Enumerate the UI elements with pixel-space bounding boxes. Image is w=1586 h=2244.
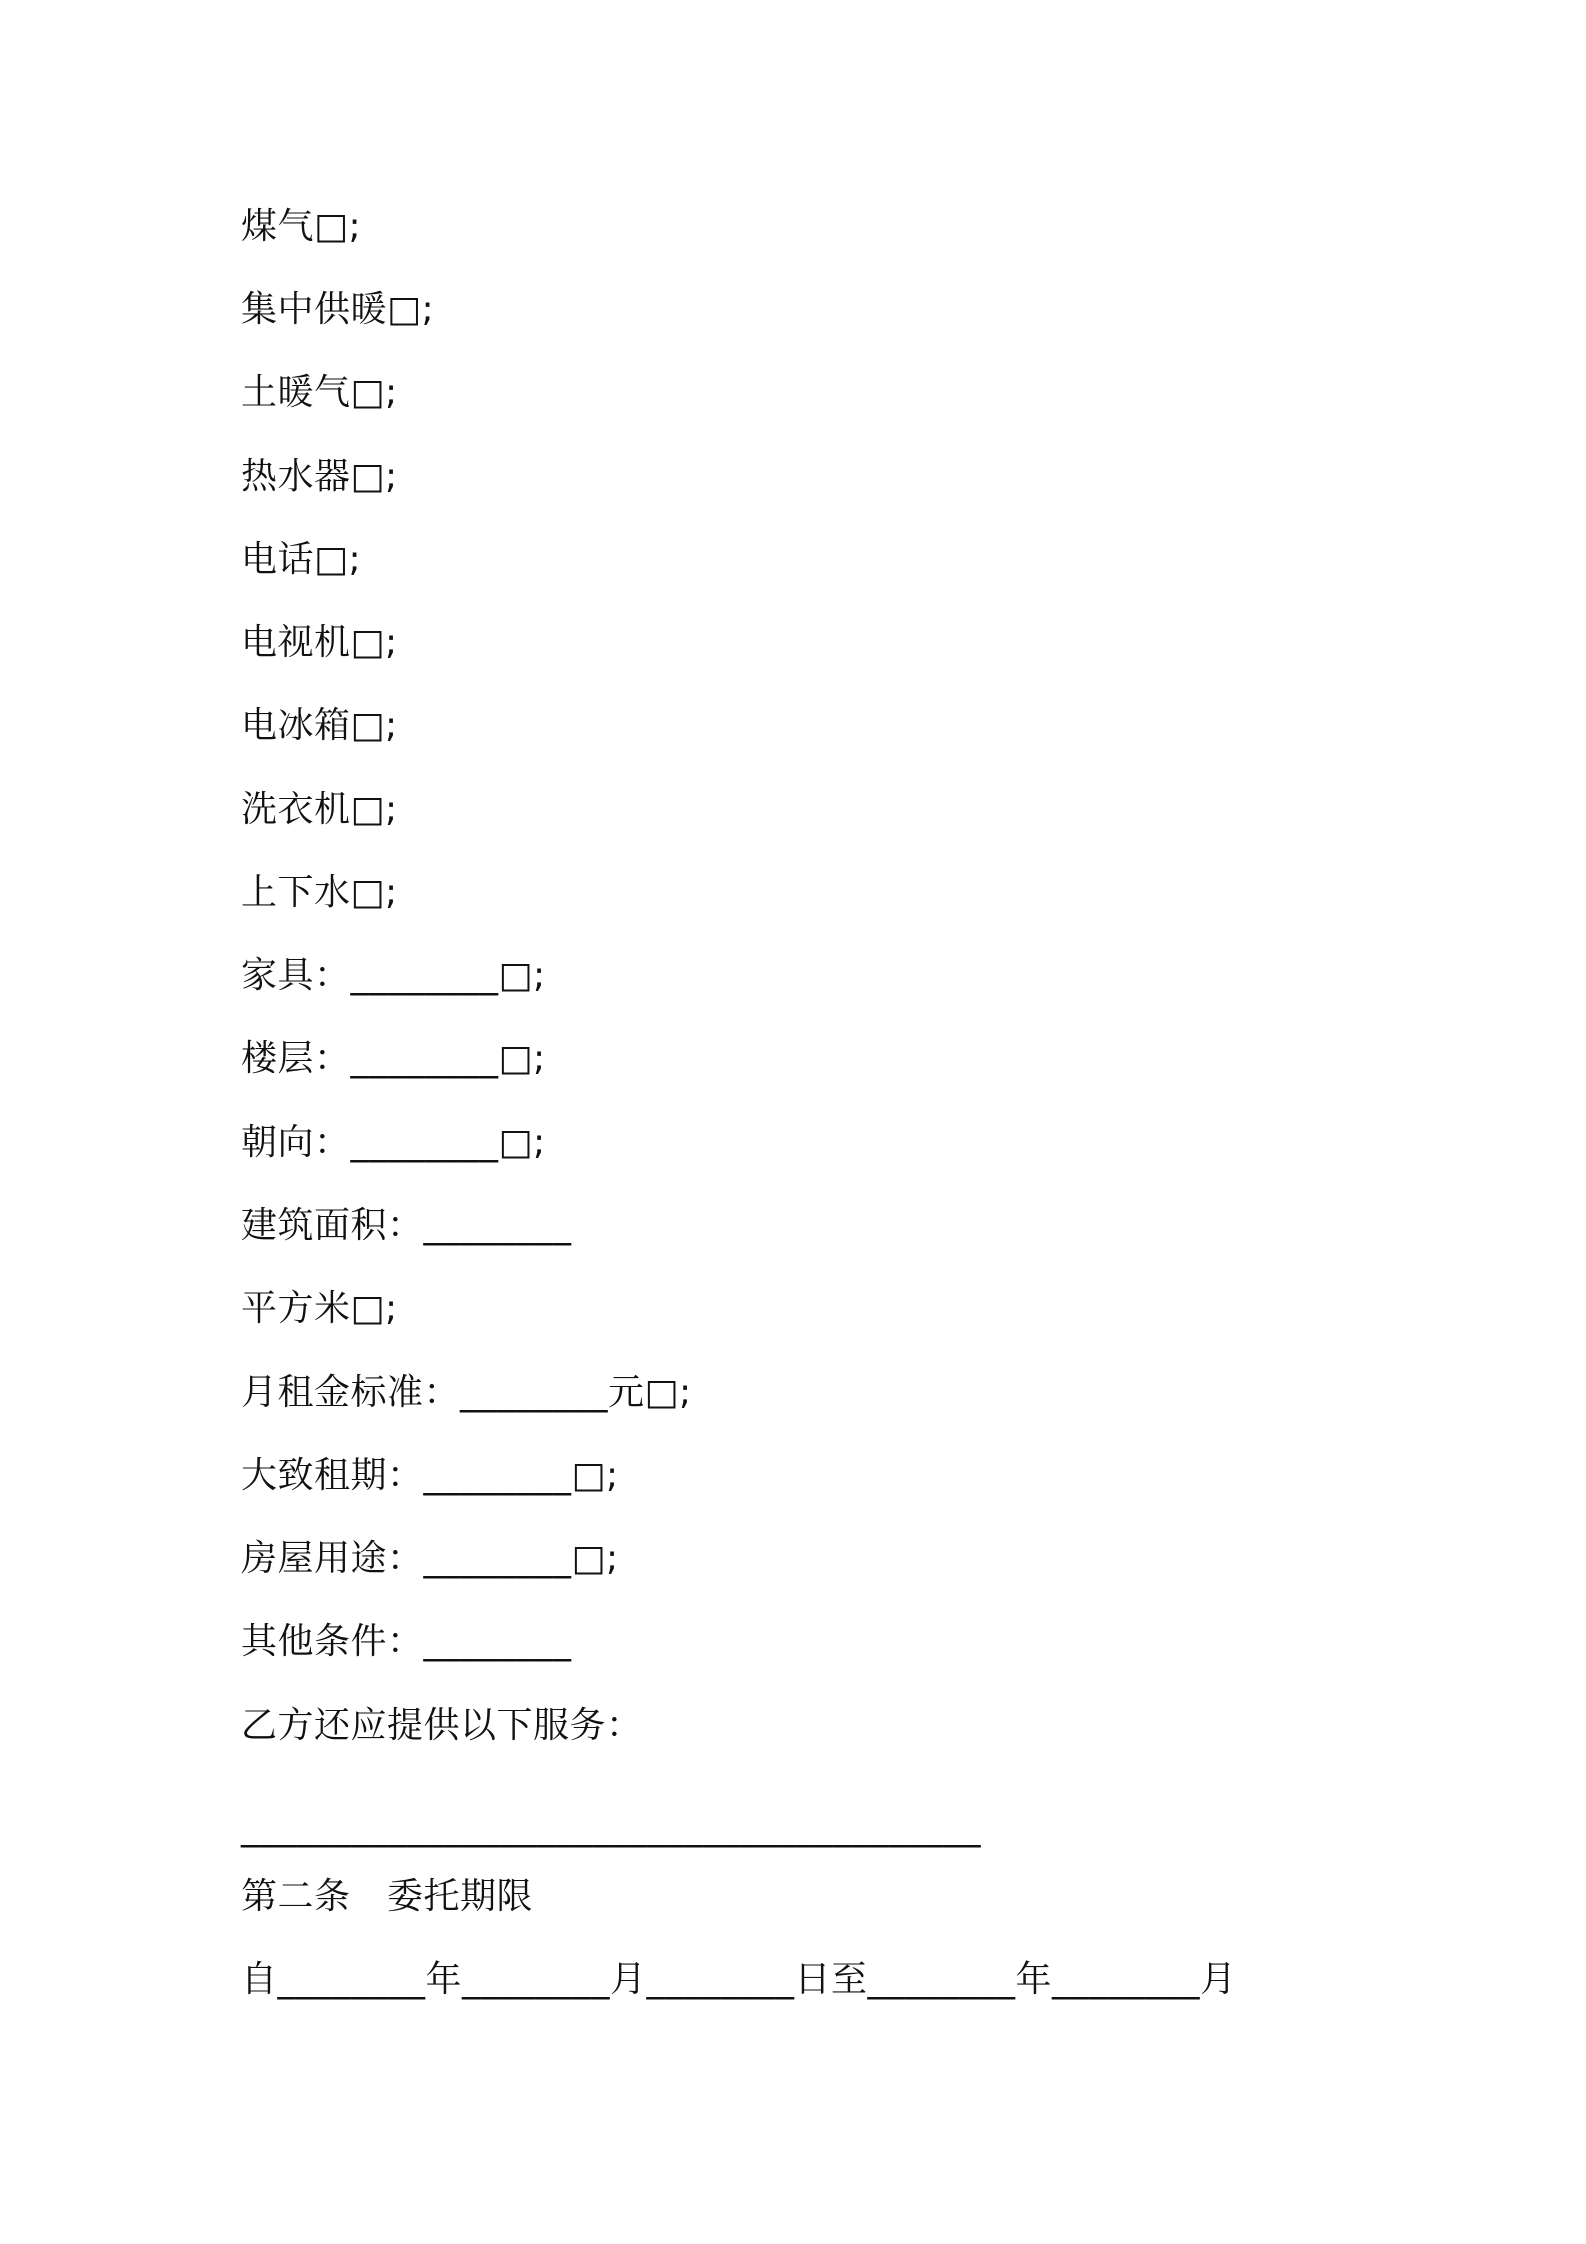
field-floor: 楼层：________□;: [241, 1038, 546, 1079]
field-lease-term: 大致租期：________□;: [241, 1455, 619, 1496]
item-water-supply: 上下水□;: [241, 872, 398, 913]
item-telephone: 电话□;: [241, 539, 362, 580]
item-water-heater: 热水器□;: [241, 456, 398, 497]
item-gas: 煤气□;: [241, 206, 362, 247]
article-two-heading: 第二条 委托期限: [241, 1876, 534, 1917]
item-refrigerator: 电冰箱□;: [241, 705, 398, 746]
item-washing-machine: 洗衣机□;: [241, 789, 398, 830]
entrust-period-line: 自________年________月________日至________年________月: [241, 1959, 1237, 2000]
field-building-area: 建筑面积：________: [241, 1205, 572, 1246]
services-blank-line: ________________________________________: [241, 1807, 981, 1848]
field-other-conditions: 其他条件：________: [241, 1621, 572, 1662]
field-orientation: 朝向：________□;: [241, 1122, 546, 1163]
item-central-heating: 集中供暖□;: [241, 289, 435, 330]
field-area-unit: 平方米□;: [241, 1288, 398, 1329]
item-television: 电视机□;: [241, 622, 398, 663]
field-furniture: 家具：________□;: [241, 955, 546, 996]
field-monthly-rent: 月租金标准：________元□;: [241, 1372, 692, 1413]
services-heading: 乙方还应提供以下服务：: [241, 1705, 643, 1746]
item-local-heating: 土暖气□;: [241, 372, 398, 413]
field-house-use: 房屋用途：________□;: [241, 1538, 619, 1579]
